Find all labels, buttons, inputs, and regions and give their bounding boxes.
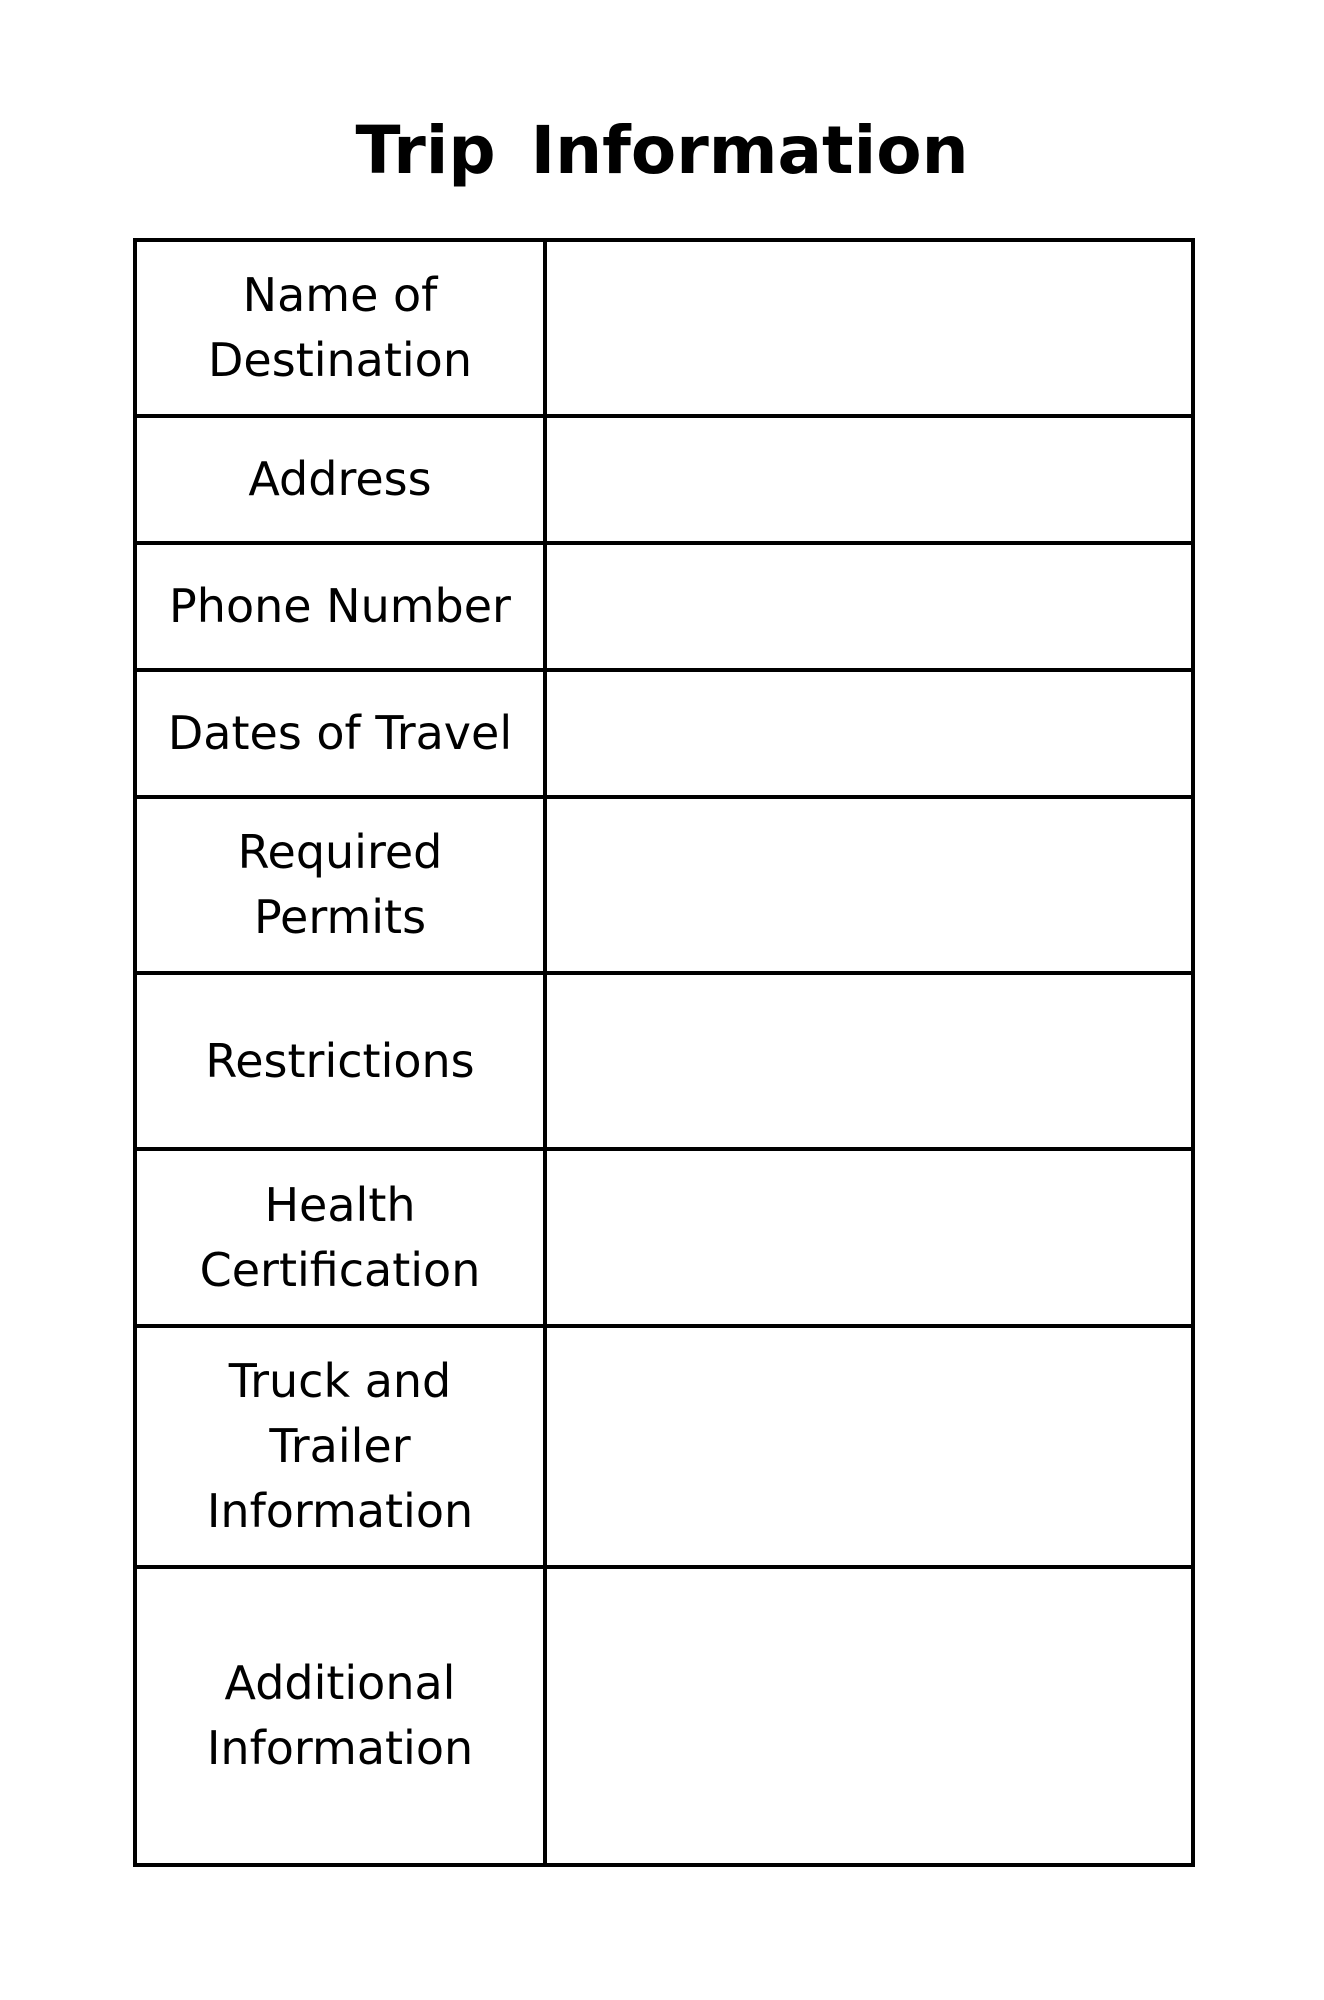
row-label: Health Certification <box>199 1177 481 1297</box>
additional-value-field[interactable] <box>545 1567 1193 1865</box>
row-label: Name of Destination <box>208 268 472 387</box>
truck-trailer-value-field[interactable] <box>545 1326 1193 1567</box>
table-row <box>135 416 1193 543</box>
row-label-cell <box>135 670 545 797</box>
row-label-cell <box>135 973 545 1149</box>
row-label-cell <box>135 797 545 973</box>
trip-info-table <box>133 238 1195 1867</box>
table-row <box>135 240 1193 416</box>
row-label: Restrictions <box>205 1033 475 1088</box>
row-label-cell <box>135 1567 545 1865</box>
row-label-cell <box>135 1326 545 1567</box>
row-label: Address <box>248 452 432 506</box>
permits-value-field[interactable] <box>545 797 1193 973</box>
table-row <box>135 1149 1193 1326</box>
row-label: Phone Number <box>169 579 511 633</box>
row-label-cell <box>135 543 545 670</box>
destination-value-field[interactable] <box>545 240 1193 416</box>
table-row <box>135 1326 1193 1567</box>
row-label: Truck and Trailer Information <box>206 1354 474 1538</box>
row-label-cell <box>135 416 545 543</box>
row-label: Required Permits <box>237 825 443 944</box>
table-row <box>135 670 1193 797</box>
health-value-field[interactable] <box>545 1149 1193 1326</box>
address-value-field[interactable] <box>545 416 1193 543</box>
row-label: Dates of Travel <box>167 706 513 760</box>
table-row <box>135 973 1193 1149</box>
restrictions-value-field[interactable] <box>545 973 1193 1149</box>
row-label-cell <box>135 240 545 416</box>
row-label: Additional Information <box>206 1656 474 1775</box>
table-row <box>135 543 1193 670</box>
row-label-cell <box>135 1149 545 1326</box>
table-row <box>135 1567 1193 1865</box>
phone-value-field[interactable] <box>545 543 1193 670</box>
page-title: Trip Information <box>355 112 969 189</box>
table-row <box>135 797 1193 973</box>
dates-value-field[interactable] <box>545 670 1193 797</box>
